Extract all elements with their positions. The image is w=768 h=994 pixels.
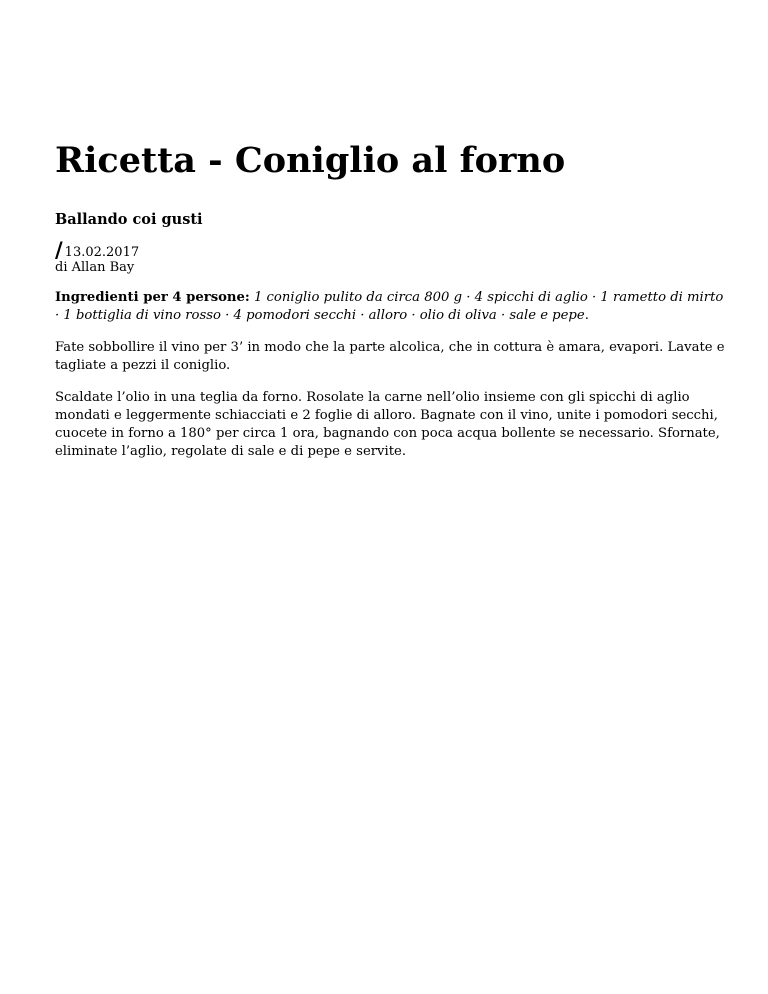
- publish-date: 13.02.2017: [64, 245, 140, 260]
- meta-separator: /: [55, 238, 63, 262]
- author-byline: di Allan Bay: [55, 260, 135, 275]
- ingredients-paragraph: [55, 289, 725, 325]
- article-meta: [55, 238, 725, 275]
- article: [55, 140, 725, 461]
- article-subtitle: Ballando coi gusti: [55, 211, 203, 228]
- recipe-step: Fate sobbollire il vino per 3’ in modo che la parte alcolica, che in cottura è amara, evapori. Lavate e tagliate a pezzi il coniglio.: [55, 340, 725, 373]
- ingredients-end: .: [584, 308, 589, 323]
- ingredients-label: Ingredienti per 4 persone:: [55, 290, 250, 305]
- ingredients-list: 1 coniglio pulito da circa 800 g · 4 spicchi di aglio · 1 rametto di mirto · 1 bottiglia di vino rosso · 4 pomodori secchi · alloro · olio di oliva · sale e pepe: [55, 290, 724, 323]
- recipe-step: Scaldate l’olio in una teglia da forno. Rosolate la carne nell’olio insieme con gli spicchi di aglio mondati e leggermente schiacciati e 2 foglie di alloro. Bagnate con il vino, unite i pomodori secchi, cuocete in forno a 180° per circa 1 ora, bagnando con poca acqua bollente se necessario. Sfornate, eliminate l’aglio, regolate di sale e di pepe e servite.: [55, 390, 720, 459]
- page-title: Ricetta - Coniglio al forno: [55, 140, 566, 181]
